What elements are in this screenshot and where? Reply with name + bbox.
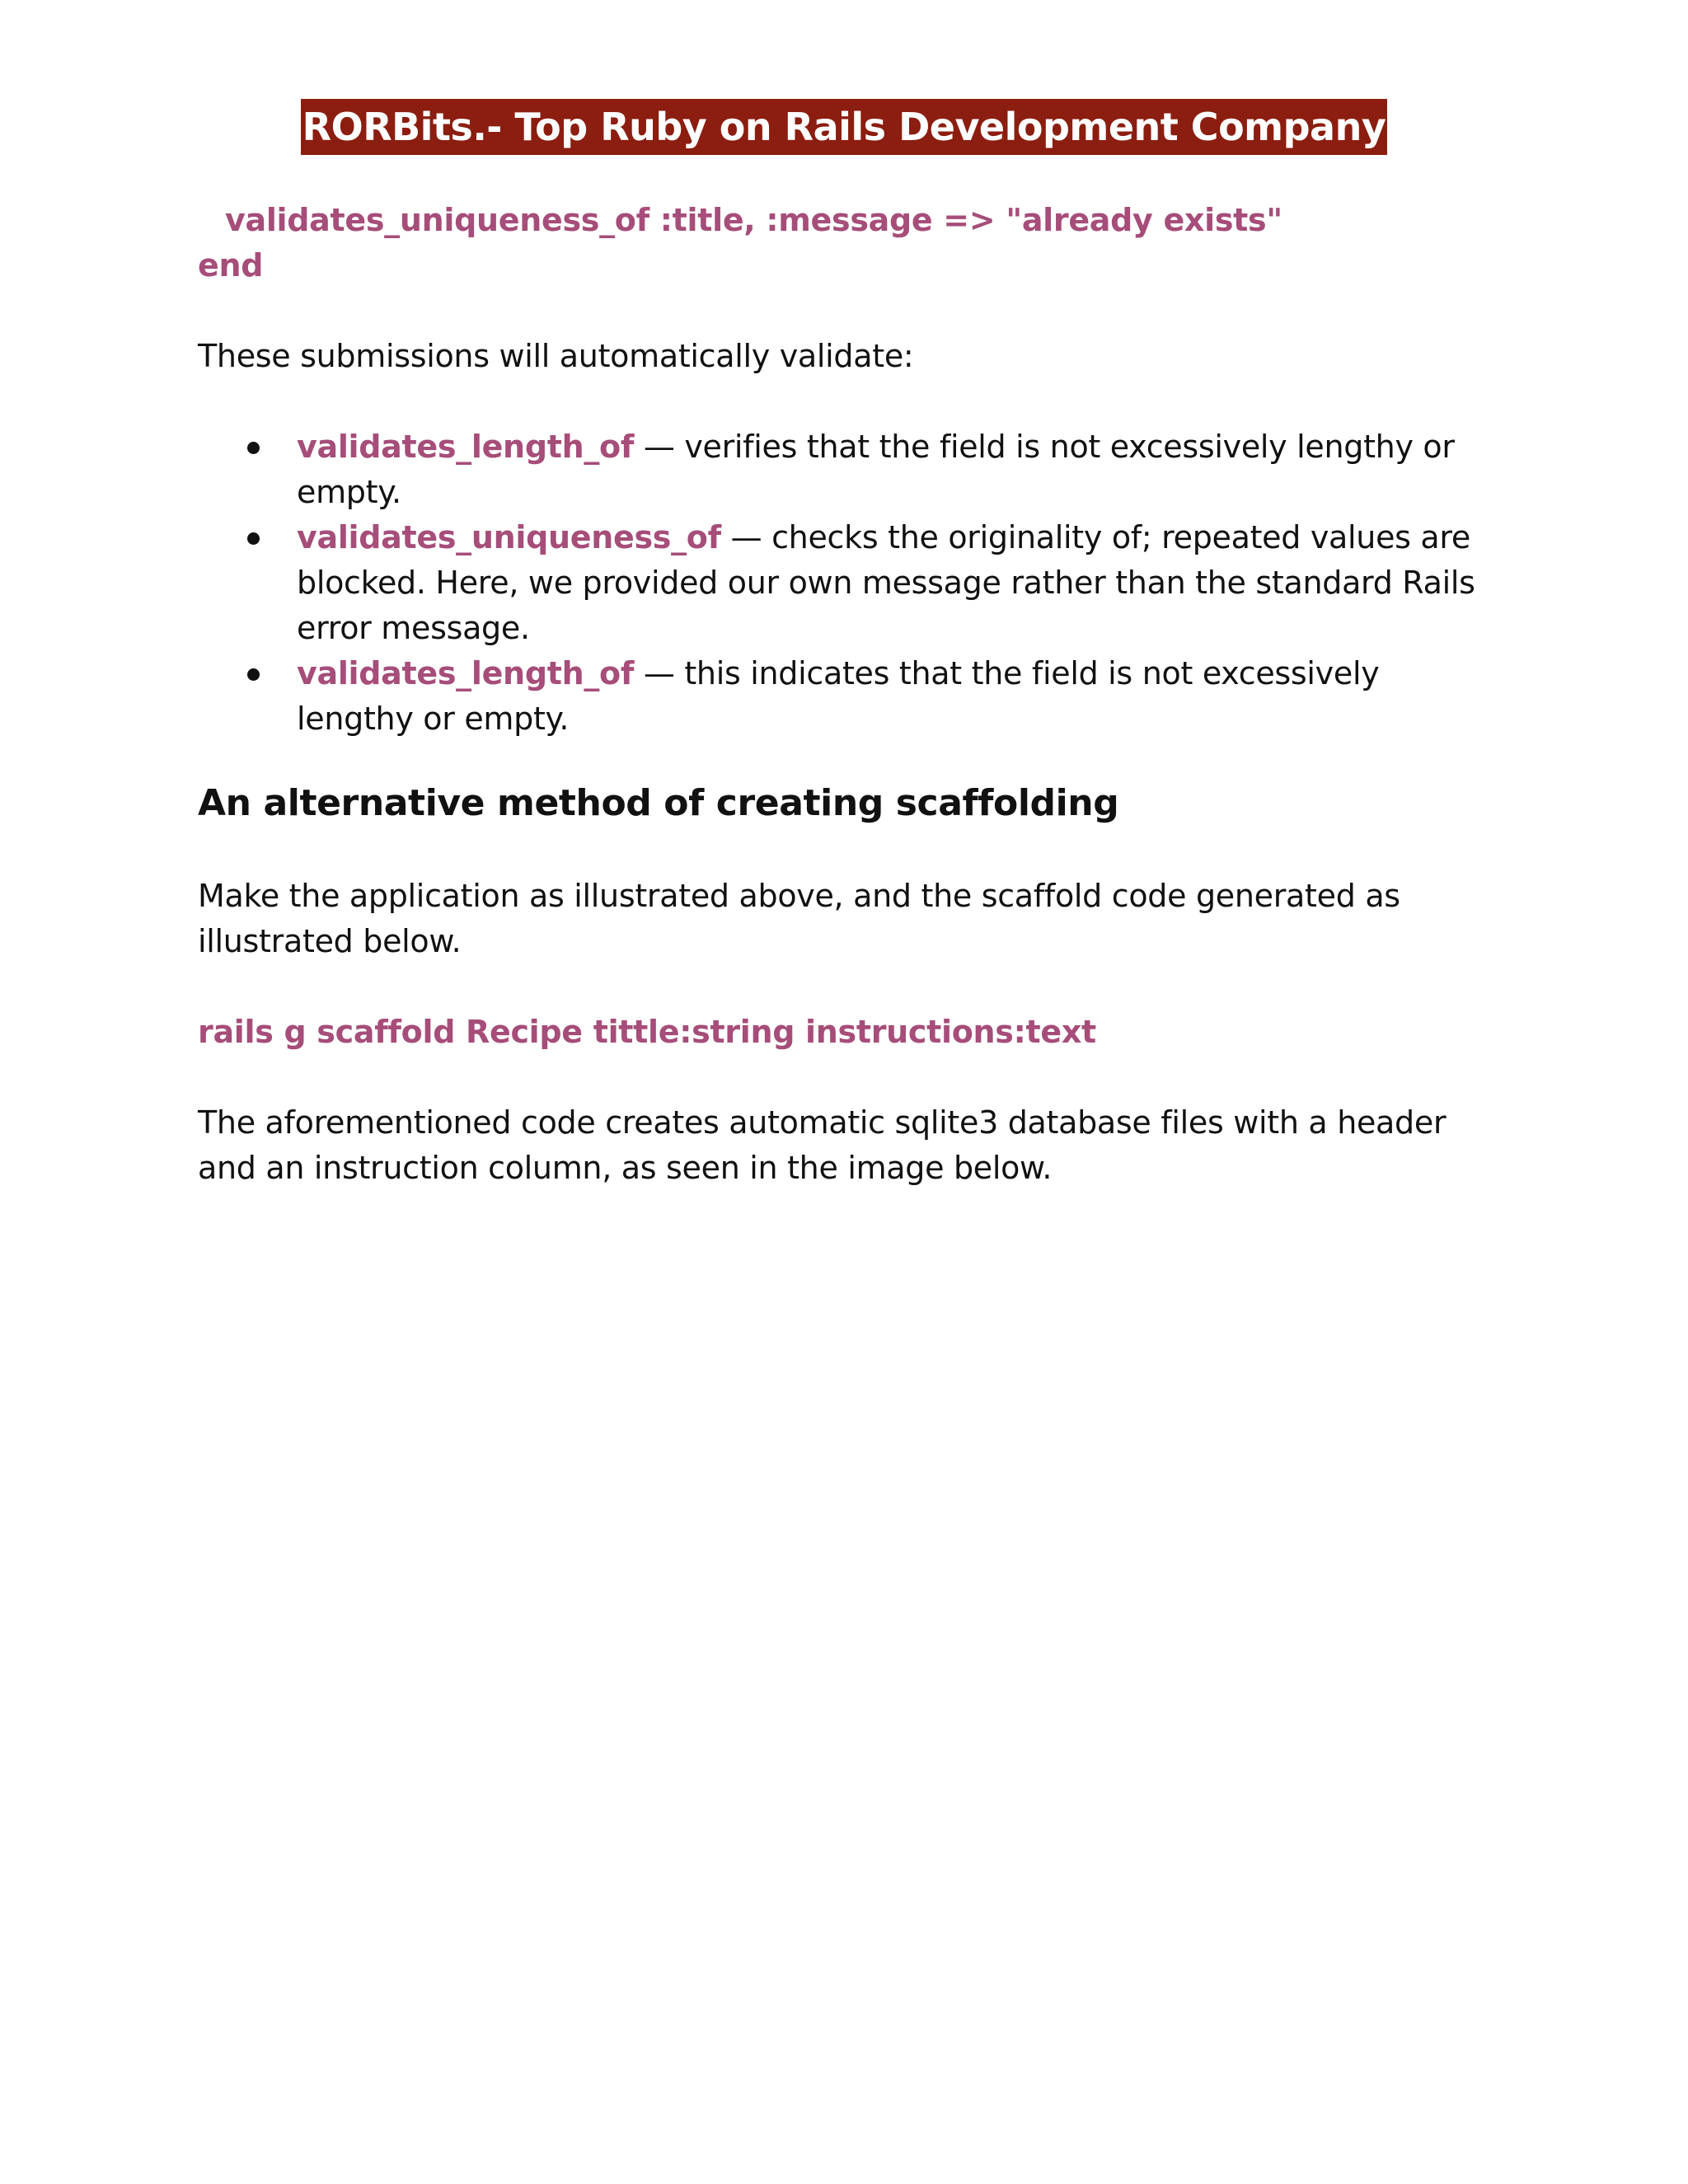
spacer xyxy=(198,742,1500,779)
code-line-end: end xyxy=(198,247,264,284)
bullet-icon xyxy=(247,668,260,681)
bullet-term: validates_length_of xyxy=(297,429,635,465)
spacer xyxy=(198,379,1500,424)
bullet-term: validates_length_of xyxy=(297,655,635,691)
list-item xyxy=(198,515,1500,651)
spacer xyxy=(198,828,1500,874)
list-item xyxy=(198,651,1500,742)
bullet-icon xyxy=(247,532,260,545)
bullet-icon xyxy=(247,442,260,454)
code-line-validates-uniqueness: validates_uniqueness_of :title, :message => "already exists" xyxy=(225,202,1282,238)
banner-wrapper xyxy=(0,99,1688,155)
scaffold-command: rails g scaffold Recipe tittle:string instructions:text xyxy=(198,1014,1096,1050)
section-heading: An alternative method of creating scaffolding xyxy=(198,782,1119,824)
bullet-text: — verifies that the field is not excessively lengthy or empty. xyxy=(297,429,1455,510)
spacer xyxy=(198,288,1500,334)
company-banner: RORBits.- Top Ruby on Rails Development Company xyxy=(301,99,1388,155)
intro-paragraph: These submissions will automatically validate: xyxy=(198,338,914,374)
scaffold-paragraph: Make the application as illustrated above, and the scaffold code generated as illustrated below. xyxy=(198,878,1400,959)
spacer xyxy=(198,1055,1500,1100)
database-paragraph: The aforementioned code creates automatic sqlite3 database files with a header and an instruction column, as seen in the image below. xyxy=(198,1104,1447,1186)
bullet-term: validates_uniqueness_of xyxy=(297,519,721,555)
bullet-text: — this indicates that the field is not excessively lengthy or empty. xyxy=(297,655,1380,737)
document-content xyxy=(198,198,1500,1191)
bullet-text: — checks the originality of; repeated values are blocked. Here, we provided our own message rather than the standard Rails error message. xyxy=(297,519,1475,646)
validation-list xyxy=(198,424,1500,742)
list-item xyxy=(198,424,1500,515)
spacer xyxy=(198,964,1500,1010)
